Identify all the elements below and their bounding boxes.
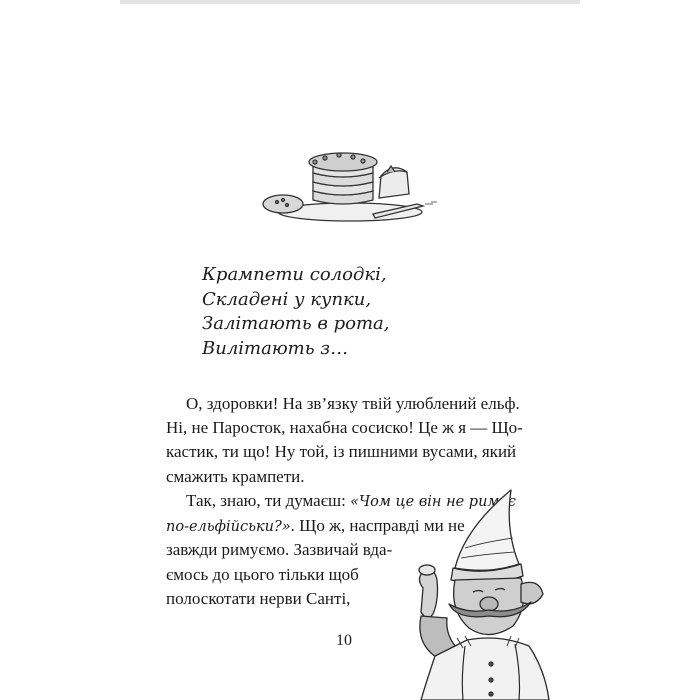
- page-edge: [120, 0, 580, 4]
- prose-text: Так, знаю, ти думаєш:: [186, 491, 351, 510]
- poem-line: Вилітають з…: [202, 337, 349, 359]
- prose-line: полоскотати нерви Санті,: [166, 589, 351, 608]
- prose-line: смажить крампети.: [166, 467, 305, 486]
- poem-line: Складені у купки,: [202, 288, 372, 310]
- prose-line: завжди римуємо. Зазвичай вда-: [166, 540, 393, 559]
- prose-italic: по-ельфійськи?»: [166, 519, 291, 535]
- poem-line: Крампети солодкі,: [202, 264, 387, 285]
- prose-line: кастик, ти що! Ну той, із пишними вусами, який: [166, 442, 517, 461]
- poem-line: Залітають в рота,: [202, 313, 390, 334]
- prose-line: Ні, не Паросток, нахабна сосиско! Це ж я — Що-: [166, 418, 523, 437]
- poem: [202, 263, 389, 361]
- prose-italic: «Чом це він не римує: [350, 494, 516, 510]
- prose-line: ємось до цього тільки щоб: [166, 565, 359, 584]
- page-number: 10: [336, 632, 352, 649]
- prose-line: О, здоровки! На зв’язку твій улюблений ельф.: [186, 394, 520, 413]
- elf-illustration: [395, 488, 555, 700]
- prose-text: . Що ж, насправді ми не: [290, 516, 465, 535]
- crumpets-plate-illustration: [255, 138, 445, 230]
